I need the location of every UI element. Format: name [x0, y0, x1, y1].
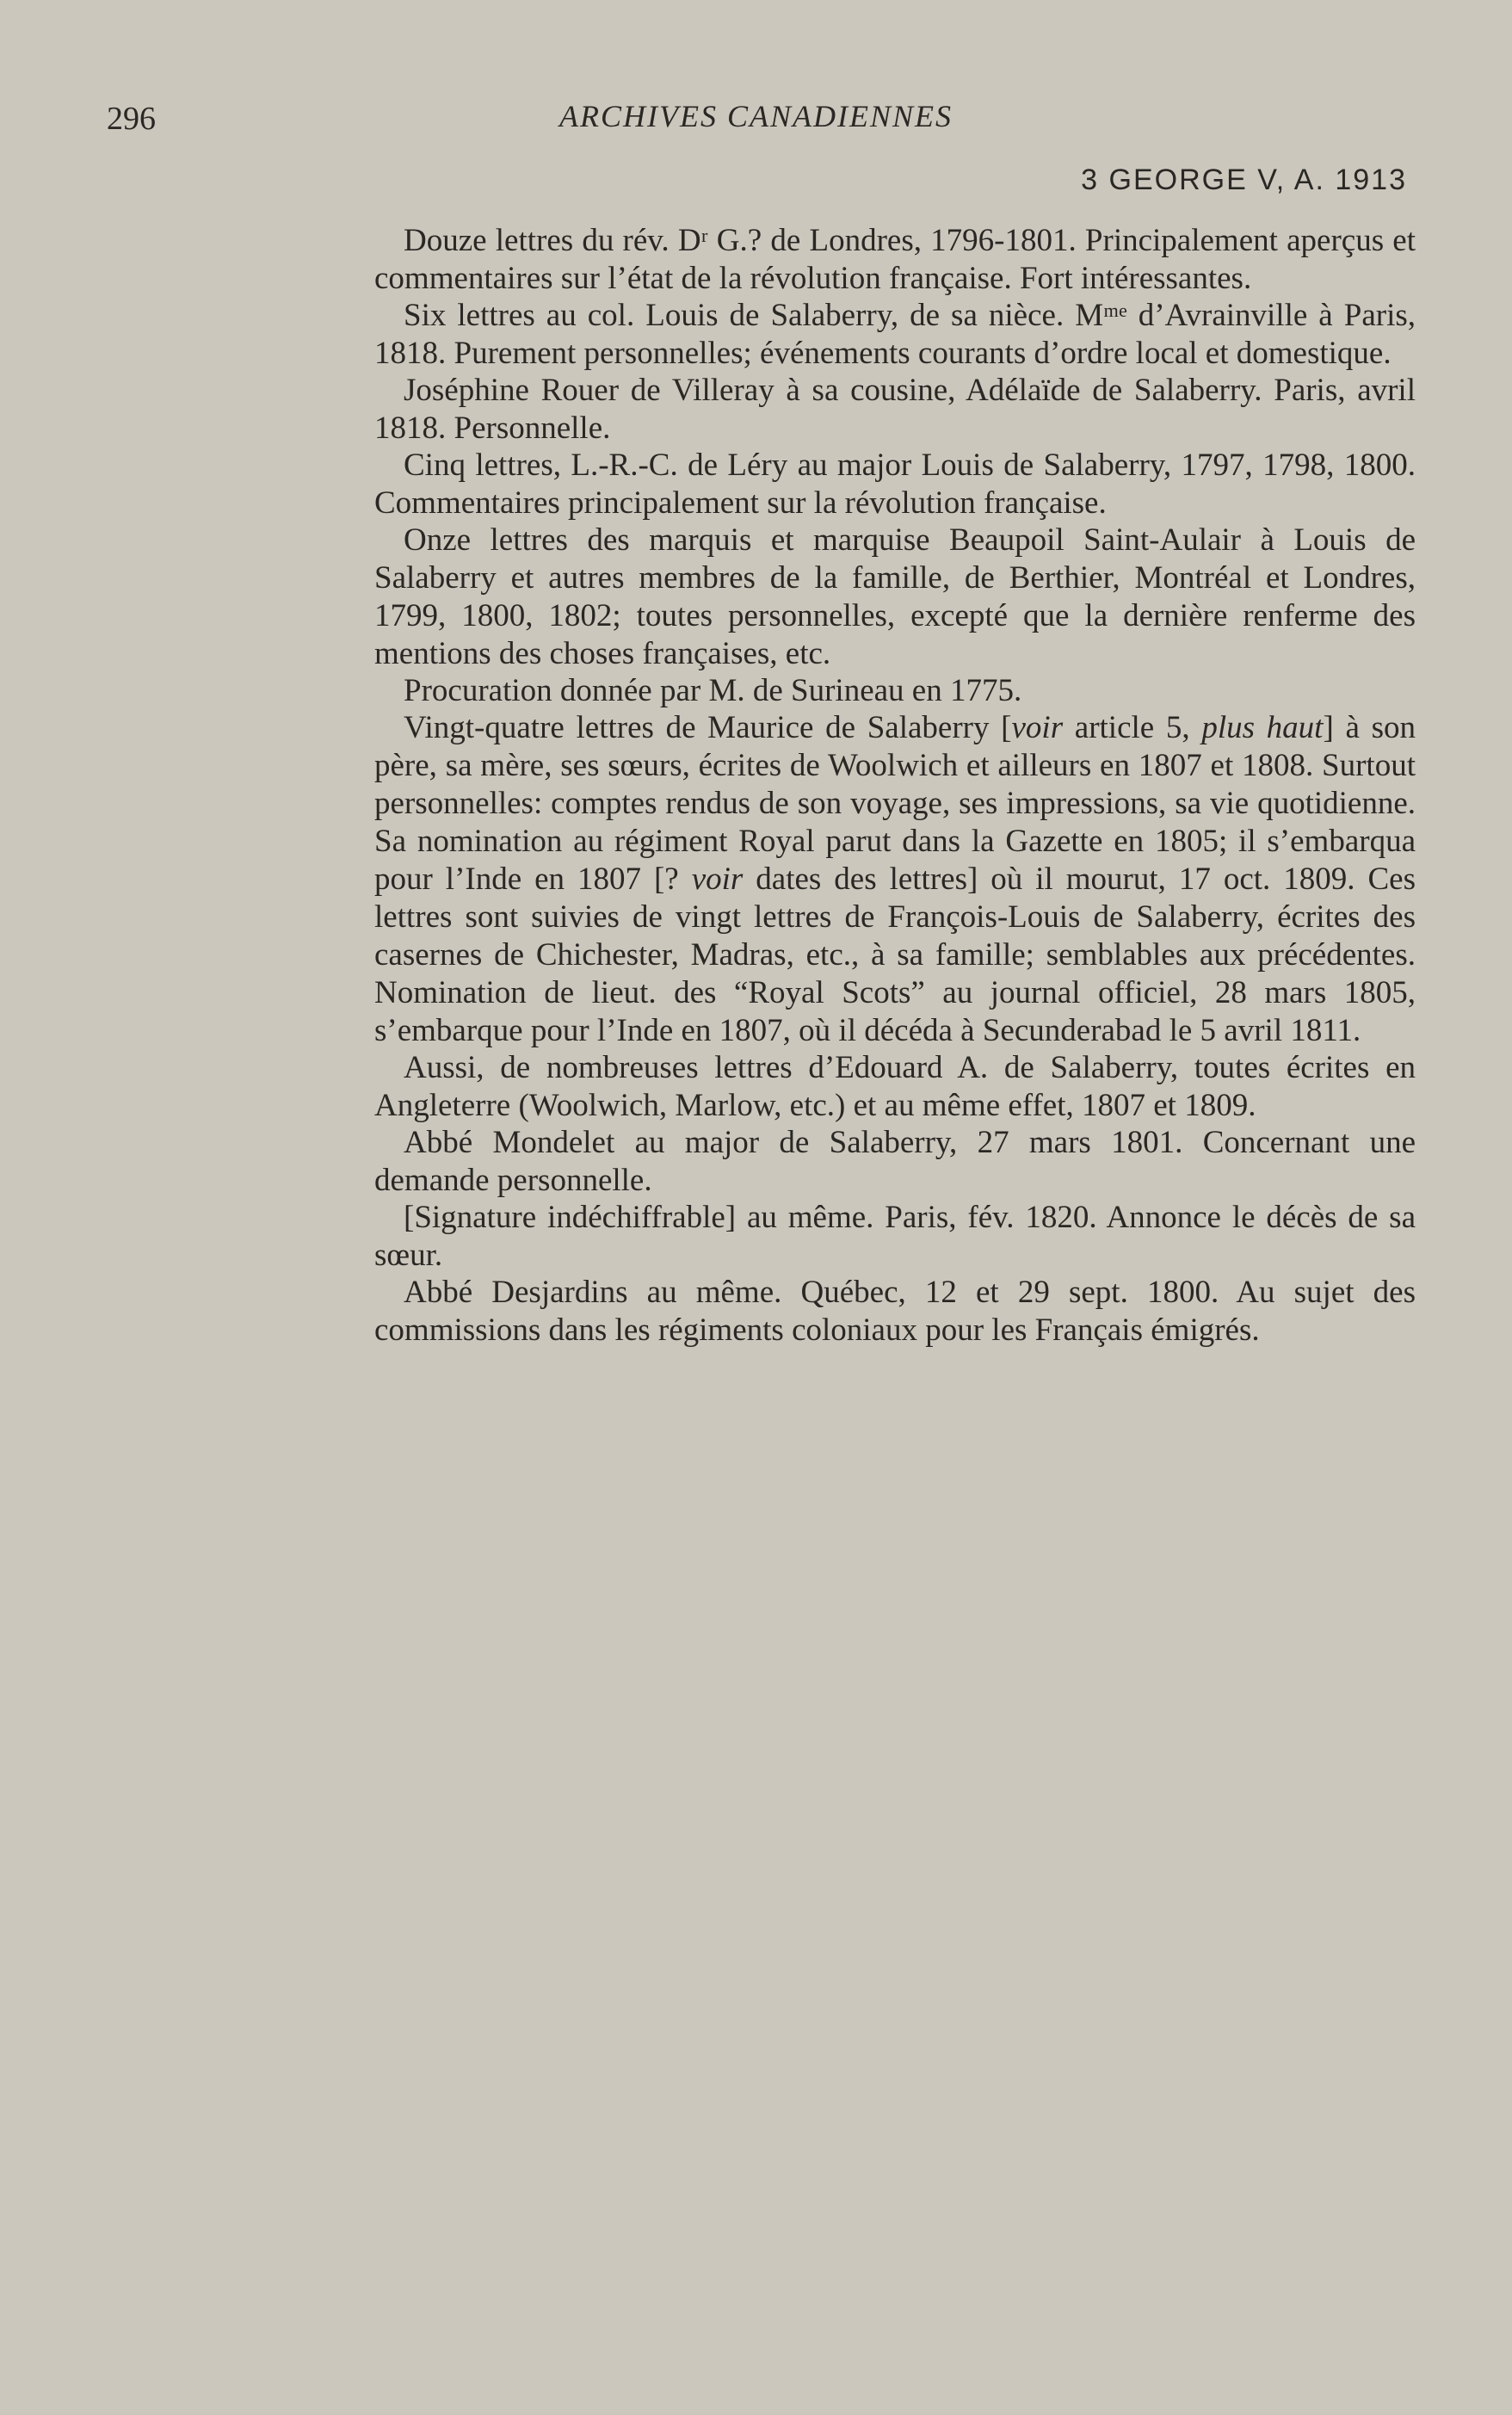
- entry-vingt-voir: voir: [1011, 710, 1064, 745]
- entry-josephine-rouer: Joséphine Rouer de Villeray à sa cousine, Adélaïde de Salaberry. Paris, avril 1818. Personnelle.: [374, 373, 1416, 446]
- entry-onze-lettres: Onze lettres des marquis et marquise Beaupoil Saint-Aulair à Louis de Salaberry et autres membres de la famille, de Berthier, Montréal et Londres, 1799, 1800, 1802; toutes personnelles, excepté que la dernière renferme des mentions des choses françaises, etc.: [374, 522, 1416, 671]
- entry-vingt-plus-haut: plus haut: [1201, 710, 1324, 745]
- entry-vingt-quatre-lettres: [374, 709, 1416, 1050]
- page-number: 296: [107, 101, 156, 137]
- entry-signature: [Signature indéchiffrable] au même. Paris, fév. 1820. Annonce le décès de sa sœur.: [374, 1200, 1416, 1273]
- entry-abbe-mondelet: Abbé Mondelet au major de Salaberry, 27 mars 1801. Concernant une demande personnelle.: [374, 1125, 1416, 1198]
- entry-vingt-text-b: article 5,: [1063, 710, 1202, 745]
- entry-aussi: Aussi, de nombreuses lettres d’Edouard A. de Salaberry, toutes écrites en Angleterre (Woolwich, Marlow, etc.) et au même effet, 1807 et 1809.: [374, 1050, 1416, 1123]
- entry-cinq-lettres: Cinq lettres, L.-R.-C. de Léry au major Louis de Salaberry, 1797, 1798, 1800. Commentaires principalement sur la révolution française.: [374, 448, 1416, 521]
- entry-vingt-text-a: Vingt-quatre lettres de Maurice de Salaberry [: [404, 710, 1012, 745]
- entry-vingt-text-d: dates des lettres] où il mourut, 17 oct. 1809. Ces lettres sont suivies de vingt lettres de François-Louis de Salaberry, écrites des casernes de Chichester, Madras, etc., à sa famille; semblables aux précédentes. Nomination de lieut. des “Royal Scots” au journal officiel, 28 mars 1805, s’embarque pour l’Inde en 1807, où il décéda à Secunderabad le 5 avril 1811.: [374, 862, 1416, 1048]
- entry-six-lettres: Six lettres au col. Louis de Salaberry, de sa nièce. Mᵐᵉ d’Avrainville à Paris, 1818. Purement personnelles; événements courants d’ordre local et domestique.: [374, 298, 1416, 371]
- entry-vingt-text-c: ] à son père, sa mère, ses sœurs, écrites de Woolwich et ailleurs en 1807 et 1808. Surtout personnelles: comptes rendus de son voyage, ses impressions, sa vie quotidienne. Sa nomination au régiment Royal parut dans la Gazette en 1805; il s’embarqua pour l’Inde en 1807 [?: [374, 710, 1416, 897]
- session-line: 3 GEORGE V, A. 1913: [1081, 164, 1407, 196]
- entry-procuration: Procuration donnée par M. de Surineau en 1775.: [404, 673, 1022, 708]
- entry-vingt-voir-2: voir: [691, 862, 744, 897]
- entry-douze-lettres: Douze lettres du rév. Dʳ G.? de Londres, 1796-1801. Principalement aperçus et commentaires sur l’état de la révolution française. Fort intéressantes.: [374, 223, 1416, 296]
- entry-abbe-desjardins: Abbé Desjardins au même. Québec, 12 et 29 sept. 1800. Au sujet des commissions dans les régiments coloniaux pour les Français émigrés.: [374, 1275, 1416, 1348]
- running-title: ARCHIVES CANADIENNES: [559, 99, 953, 133]
- body-text: [374, 222, 1416, 1349]
